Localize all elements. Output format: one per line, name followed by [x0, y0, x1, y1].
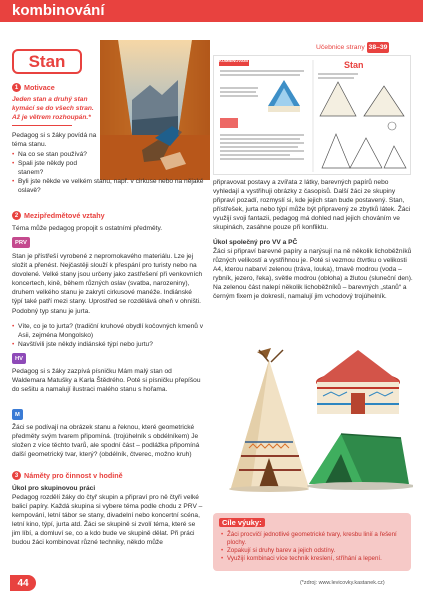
namety-text-1-continued: připravovat postavy a zvířata z látky, barevných papírů nebo vyhledají a vystřihuji obrázky z časopisů. Další žáci ze skupiny připraví pozadí, rozmyslí si, kde jejich stan bude postavený. Stan, přístřešek, jurta nebo týpí může být připravený ze zbytků látek. Žáci využijí svoji fantazii, pedagog má dohled nad jejich chováním ve skupinách, zasáhne pouze při konfliktu. [213, 179, 411, 232]
list-item: • Zopakují si druhy barev a jejich odstíny. [221, 547, 407, 555]
namety-subheading-2: Úkol společný pro VV a PČ [213, 239, 298, 246]
section-motivace-heading [12, 83, 55, 92]
list-item: • Spali jste někdy pod stanem? [12, 159, 98, 177]
namety-subheading-1: Úkol pro skupinovou práci [12, 485, 96, 492]
list-item: • Navštívili jste někdy indiánské týpí nebo jurtu? [12, 340, 204, 349]
tents-illustration [213, 338, 413, 510]
namety-text-1: Pedagog rozdělí žáky do čtyř skupin a připraví pro ně čtyři velké balicí papíry. Každá skupina si vybere téma podle chodu z PRV – kempování, letní tábor se stany, divadelní nebo koncertní scéna, letní kino, týpí, jurta atd. Žáci se skupině si zvolí téma, které se jim líbí, a domluví se, co a kdo bude ve skupině dělat. Při práci budou žáci kombinovat různé techniky, někdo může [12, 494, 203, 547]
section-heading-text: Motivace [24, 83, 55, 92]
learning-goals-list [221, 531, 407, 563]
section-number: 2 [12, 211, 21, 220]
divider [12, 125, 72, 126]
page-number: 44 [10, 575, 36, 591]
learning-goals-box [213, 513, 411, 571]
list-item: • Žáci procvičí jednotlivé geometrické tvary, kresbu linií a řešení plochy. [221, 531, 407, 547]
textbook-pages-badge: 38–39 [368, 44, 388, 51]
section-heading-text: Mezipředmětové vztahy [24, 211, 105, 220]
list-item: • Využijí kombinaci více technik kreslení, stříhání a lepení. [221, 555, 407, 563]
motivace-quote: Jeden stan a druhý stan kymácí se do všech stran. Až je větrem rozhoupán.* [12, 96, 94, 122]
subject-badge-prv: PRV [12, 237, 30, 248]
section-vztahy-heading [12, 211, 105, 220]
subject-badge-hv: HV [12, 353, 26, 364]
list-item: • Na co se stan používá? [12, 150, 212, 159]
prv-text: Stan je přístřeší vyrobené z nepromokavého materiálu. Lze jej složit a přenést. Nejčastěji slouží k přespání pro turisty nebo na dovolené. Velké stany jsou určeny jako zastřešení při venkovních koncertech, kině, během různých oslav (svatba, narozeniny), druhem velkého stanu je zakrytí cirkusové manéže. Indiánské týpí také patří mezi stany. Uprostřed se rozdělává oheň v ohništi. Podobný typ stanu je jurta. [12, 253, 203, 315]
yurt-icon [316, 350, 400, 414]
section-namety-heading [12, 471, 123, 480]
section-number: 3 [12, 471, 21, 480]
vztahy-intro: Téma může pedagog propojit s ostatními předměty. [12, 225, 163, 232]
namety-text-2: Žáci si připraví barevné papíry a narýsují na ně několik lichoběžníků různých velikostí a vystřihnou je. Poté si vezmou čtvrtku o velikosti A4, kterou nabarví zelenou (tráva, louka), tmavě modrou (voda – rybník, jezero, řeka), světle modrou (obloha) a žlutou (sluneční den). Na zelenou část nalepí několik lichoběžníků – barevných „stanů“ a černým fixem je dokreslí, namalují jim vchodový trojúhelník. [213, 248, 413, 301]
camping-tent-icon [307, 434, 413, 490]
section-title: kombinování [12, 2, 105, 19]
section-number: 1 [12, 83, 21, 92]
motivace-intro: Pedagog si s žáky povídá na téma stanu. [12, 132, 97, 149]
hv-text: Pedagog si s žáky zazpívá písničku Mám malý stan od Waldemara Matušky a Karla Štědrého. Poté si písničku přepíšou do sešitu a namalují ilustraci malého stanu s hořama. [12, 368, 201, 394]
motivace-bullet-list [12, 150, 212, 195]
subject-badge-m: M [12, 409, 23, 420]
lesson-title-badge [12, 49, 82, 74]
prv-bullet-list [12, 322, 204, 349]
textbook-label: Učebnice strany [316, 44, 365, 51]
textbook-spread-heading: KOMBINOVÁNÍ [219, 58, 248, 63]
tipi-icon [229, 348, 309, 492]
list-item: • Byli jste někde ve velkém stanu, např. v cirkuse nebo na nějaké oslavě? [12, 177, 212, 195]
source-note: (*zdroj: www.levicovky.kastanek.cz) [300, 580, 385, 586]
lesson-title: Stan [28, 52, 66, 71]
learning-goals-title: Cíle výuky: [219, 518, 265, 527]
section-heading-text: Náměty pro činnost v hodině [24, 471, 123, 480]
textbook-spread-thumbnail [213, 55, 411, 175]
m-text: Žáci se podívají na obrázek stanu a řeknou, které geometrické předměty svým tvarem připomíná. (trojúhelník s obdélníkem) Je složen z více těchto tvarů, ale spodní část – podlážka připomíná další geometrický tvar, který? (obdélník, čtverec, možno kruh) [12, 424, 200, 459]
list-item: • Víte, co je to jurta? (tradiční kruhové obydlí kočovných kmenů v Asii, zejména Mongolsko) [12, 322, 204, 340]
textbook-spread-title: Stan [344, 60, 364, 70]
